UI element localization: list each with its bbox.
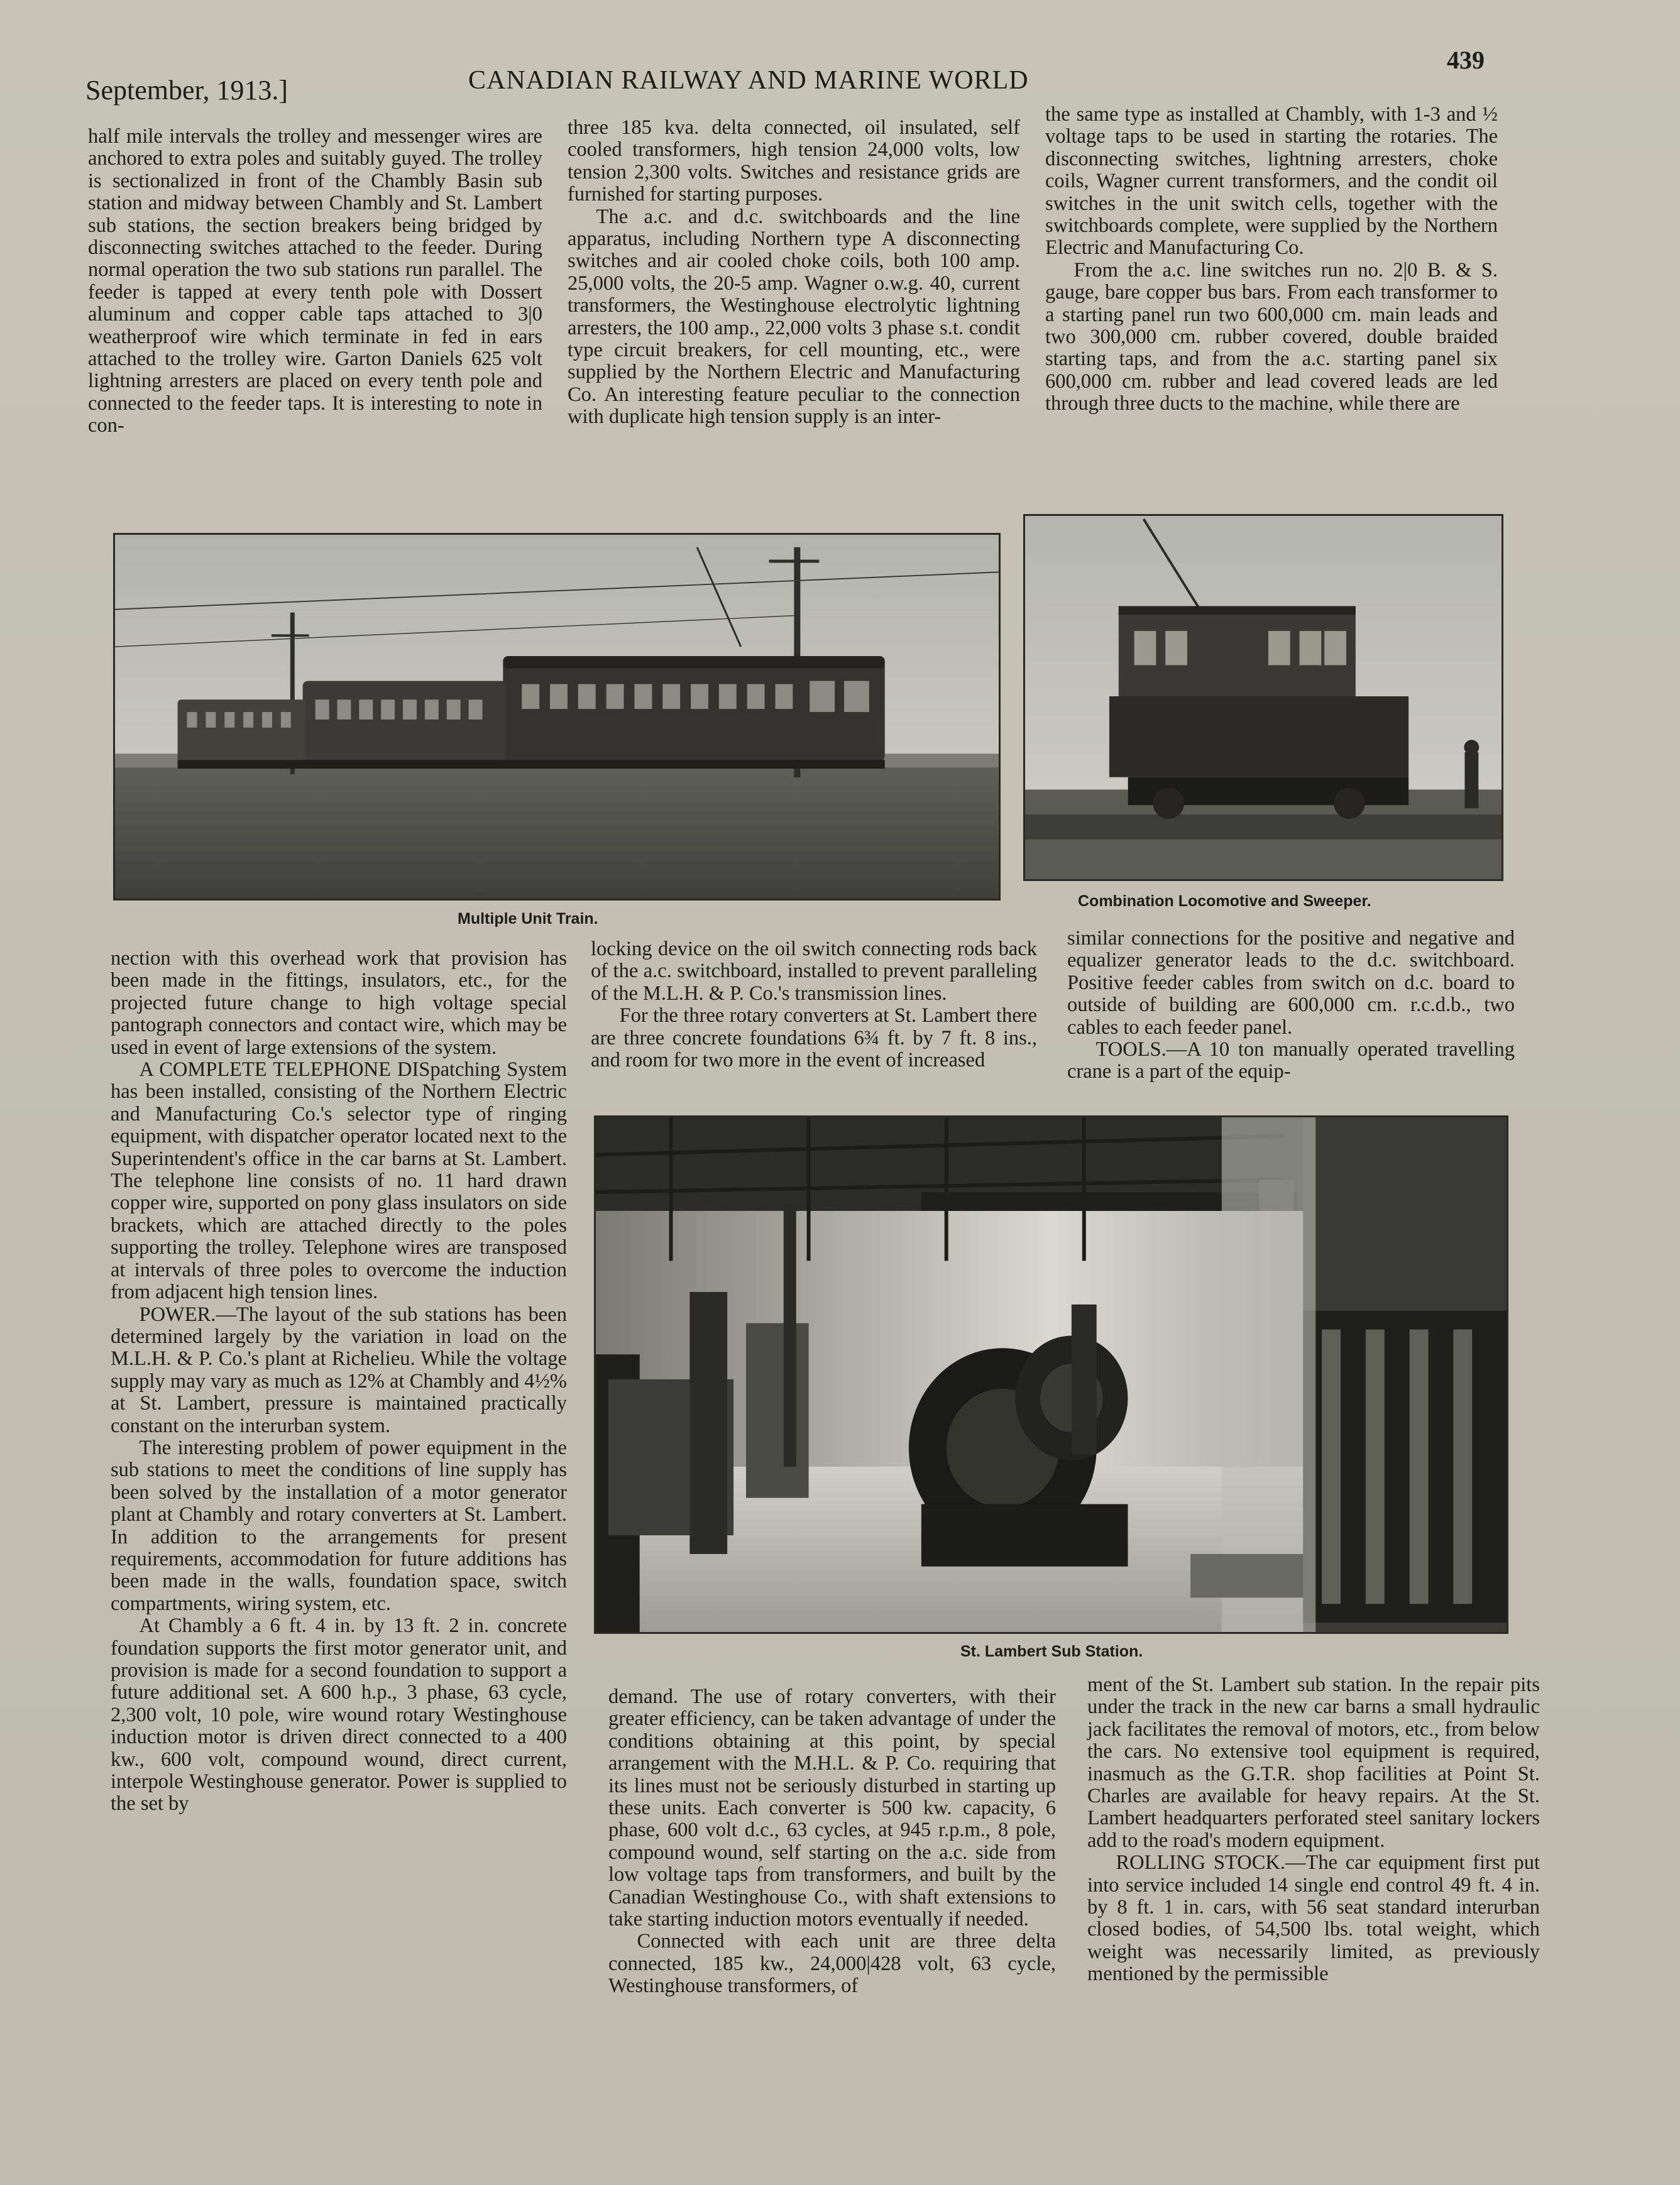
paragraph: locking device on the oil switch connecting rods back of the a.c. switchboard, installed to prevent paralleling of the M.L.H. & P. Co.'s transmission lines. xyxy=(591,938,1037,1005)
paragraph: nection with this overhead work that provision has been made in the fittings, insulators, etc., for the projected future change to high voltage special pantograph connectors and contact wire, which may be used in event of large extensions of the system. xyxy=(111,947,567,1059)
paragraph: half mile intervals the trolley and messenger wires are anchored to extra poles and suitably guyed. The trolley is sectionalized in front of the Chambly Basin sub station and midway between Chambly and St. Lambert sub stations, the section breakers being bridged by disconnecting switches attached to the feeder. During normal operation the two sub stations run parallel. The feeder is tapped at every tenth pole with Dossert aluminum and copper cable taps attached to 3|0 weatherproof wire which terminate in fed in ears attached to the trolley wire. Garton Daniels 625 volt lightning arresters are placed on every tenth pole and connected to the feeder taps. It is interesting to note in con- xyxy=(88,125,542,437)
paragraph: similar connections for the positive and negative and equalizer generator leads to the d.c. switchboard. Positive feeder cables from switch on d.c. board to outside of building are 600,000 cm. r.c.d.b., two cables to each feeder panel. xyxy=(1067,927,1515,1039)
paragraph: three 185 kva. delta connected, oil insulated, self cooled transformers, high tension 24,000 volts, low tension 2,300 volts. Switches and resistance grids are furnished for starting purposes. xyxy=(568,116,1020,206)
paragraph: ment of the St. Lambert sub station. In the repair pits under the track in the new car barns a small hydraulic jack facilitates the removal of motors, etc., from below the cars. No extensive tool equipment is required, inasmuch as the G.T.R. shop facilities at Point St. Charles are available for heavy repairs. At the St. Lambert headquarters perforated steel sanitary lockers add to the road's modern equipment. xyxy=(1087,1673,1540,1852)
mid-col-3 xyxy=(1067,928,1515,1083)
caption-substation: St. Lambert Sub Station. xyxy=(960,1643,1143,1660)
top-col-2 xyxy=(568,117,1020,429)
paragraph: The interesting problem of power equipment in the sub stations to meet the conditions of line supply has been solved by the installation of a motor generator plant at Chambly and rotary converters at St. Lambert. In addition to the arrangements for present requirements, accommodation for future additions has been made in the walls, foundation space, switch compartments, wiring system, etc. xyxy=(111,1436,567,1615)
caption-train: Multiple Unit Train. xyxy=(458,910,598,928)
journal-title: CANADIAN RAILWAY AND MARINE WORLD xyxy=(468,66,1029,95)
photo-multiple-unit-train xyxy=(113,533,1001,901)
page-number: 439 xyxy=(1447,46,1485,74)
paragraph: TOOLS.—A 10 ton manually operated travelling crane is a part of the equip- xyxy=(1067,1038,1515,1083)
paragraph: the same type as installed at Chambly, with 1-3 and ½ voltage taps to be used in starting the rotaries. The disconnecting switches, lightning arresters, choke coils, Wagner current transformers, and the condit oil switches in the unit switch cells, together with the switchboards complete, were supplied by the Northern Electric and Manufacturing Co. xyxy=(1045,103,1498,260)
photo-st-lambert-sub-station xyxy=(594,1115,1508,1634)
paragraph: The a.c. and d.c. switchboards and the line apparatus, including Northern type A disconnecting switches and air cooled choke coils, both 100 amp. 25,000 volts, the 20-5 amp. Wagner o.w.g. 40, current transformers, the Westinghouse electrolytic lightning arresters, the 100 amp., 22,000 volts 3 phase s.t. condit type circuit breakers, for cell mounting, etc., were supplied by the Northern Electric and Manufacturing Co. An interesting feature peculiar to the connection with duplicate high tension supply is an inter- xyxy=(568,205,1020,429)
paragraph: demand. The use of rotary converters, with their greater efficiency, can be taken advantage of under the conditions obtaining at this point, by special arrangement with the M.H.L. & P. Co. requiring that its lines must not be seriously disturbed in starting up these units. Each converter is 500 kw. capacity, 6 phase, 600 volt d.c., 63 cycles, at 945 r.p.m., 8 pole, compound wound, self starting on the a.c. side from low voltage taps from transformers, and built by the Canadian Westinghouse Co., with shaft extensions to take starting induction motors eventually if needed. xyxy=(608,1685,1056,1931)
paragraph: For the three rotary converters at St. Lambert there are three concrete foundations 6¾ ft. by 7 ft. 8 ins., and room for two more in the event of increased xyxy=(591,1004,1037,1072)
paragraph: Connected with each unit are three delta connected, 185 kw., 24,000|428 volt, 63 cycle, Westinghouse transformers, of xyxy=(608,1930,1056,1998)
paragraph: At Chambly a 6 ft. 4 in. by 13 ft. 2 in. concrete foundation supports the first motor generator unit, and provision is made for a second foundation to support a future additional set. A 600 h.p., 3 phase, 63 cycle, 2,300 volt, 10 pole, wire wound rotary Westinghouse induction motor is driven direct connected to a 400 kw., 600 volt, compound wound, direct current, interpole Westinghouse generator. Power is supplied to the set by xyxy=(111,1614,567,1815)
photo-locomotive-sweeper xyxy=(1023,514,1503,881)
bottom-col-2 xyxy=(608,1686,1056,1998)
page-date: September, 1913.] xyxy=(85,75,288,106)
caption-locomotive: Combination Locomotive and Sweeper. xyxy=(1078,892,1371,910)
left-col xyxy=(111,948,567,1815)
paragraph: ROLLING STOCK.—The car equipment first put into service included 14 single end control 49 ft. 4 in. by 8 ft. 1 in. cars, with 56 seat standard interurban closed bodies, of 54,500 lbs. total weight, which weight was necessarily limited, as previously mentioned by the permissible xyxy=(1087,1851,1540,1986)
paragraph: POWER.—The layout of the sub stations has been determined largely by the variation in load on the M.L.H. & P. Co.'s plant at Richelieu. While the voltage supply may vary as much as 12% at Chambly and 4½% at St. Lambert, pressure is maintained practically constant on the interurban system. xyxy=(111,1303,567,1437)
top-col-3 xyxy=(1045,104,1498,415)
mid-col-2 xyxy=(591,938,1037,1071)
paragraph: From the a.c. line switches run no. 2|0 B. & S. gauge, bare copper bus bars. From each transformer to a starting panel run two 600,000 cm. main leads and two 300,000 cm. rubber covered, double braided starting taps, and from the a.c. starting panel six 600,000 cm. rubber and lead covered leads are led through three ducts to the machine, while there are xyxy=(1045,258,1498,415)
top-col-1 xyxy=(88,126,542,437)
paragraph: A COMPLETE TELEPHONE DISpatching System has been installed, consisting of the Northern Electric and Manufacturing Co.'s selector type of ringing equipment, with dispatcher operator located next to the Superintendent's office in the car barns at St. Lambert. The telephone line consists of no. 11 hard drawn copper wire, supported on pony glass insulators on side brackets, which are attached directly to the poles supporting the trolley. Telephone wires are transposed at intervals of three poles to overcome the induction from adjacent high tension lines. xyxy=(111,1058,567,1304)
bottom-col-3 xyxy=(1087,1674,1540,1986)
